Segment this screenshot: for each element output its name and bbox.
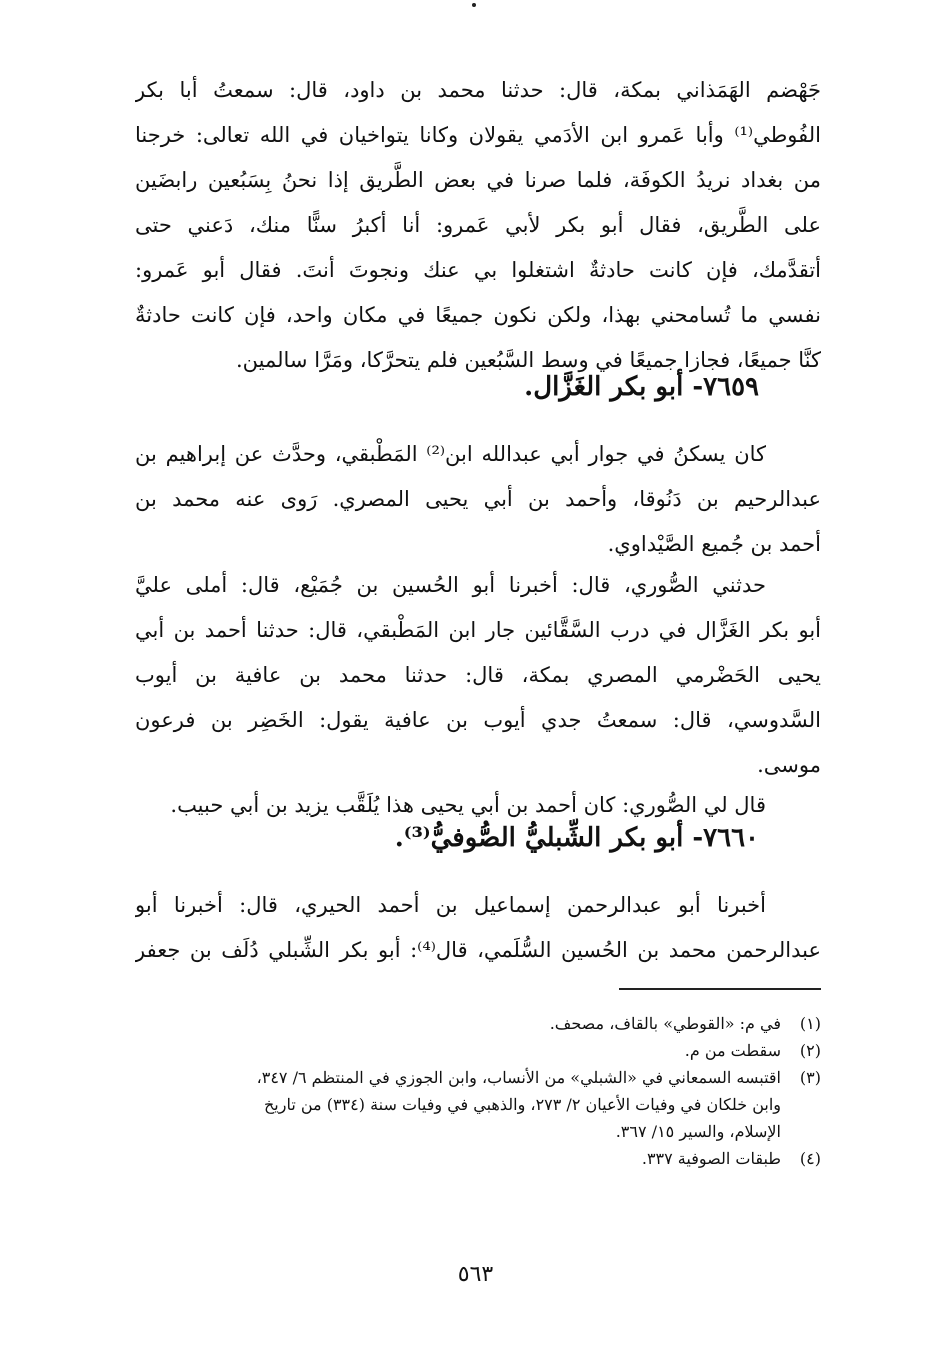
- text-line: يحيى الحَضْرمي المصري بمكة، قال: حدثنا محمد بن عافية بن أيوب: [135, 663, 821, 687]
- text-line: موسى.: [757, 753, 821, 777]
- entry-heading-7660: ٧٦٦٠- أبو بكر الشِّبليُّ الصُّوفيُّ⁽³⁾.: [394, 823, 759, 853]
- footnote-text: طبقات الصوفية ٣٣٧.: [641, 1149, 781, 1168]
- text-line: عبدالرحمن محمد بن الحُسين السُّلَمي، قال⁽⁴⁾: أبو بكر الشِّبلي دُلَف بن جعفر: [135, 938, 821, 962]
- paragraph-4: [135, 783, 821, 828]
- footnotes: [135, 1010, 821, 1172]
- text-line: على الطَّريق، فقال أبو بكر لأبي عَمرو: أنا أكبرُ سنًّا منك، دَعني حتى: [135, 213, 821, 237]
- text-line: الفُوطي⁽¹⁾ وأبا عَمرو ابن الأدَمي يقولان وكانا يتواخيان في الله تعالى: خرجنا: [135, 123, 821, 147]
- footnote-separator: [619, 988, 821, 990]
- footnote-text: الإسلام، والسير ١٥/ ٣٦٧.: [615, 1122, 781, 1141]
- footnote-4: [135, 1145, 821, 1172]
- text-line: كنَّا جميعًا، فجازا جميعًا في وسط السَّبُعين فلم يتحرَّكا، ومَرَّا سالمين.: [236, 348, 821, 372]
- text-line: أتقدَّمك، فإن كانت حادثةٌ اشتغلوا بي عنك ونجوتَ أنتَ. فقال أبو عَمرو:: [135, 258, 821, 282]
- text-line: نفسي ما تُسامحني بهذا، ولكن نكون جميعًا في مكان واحد، فإن كانت حادثةٌ: [135, 303, 821, 327]
- text-line: أحمد بن جُميع الصَّيْداوي.: [607, 532, 821, 556]
- footnote-2: [135, 1037, 821, 1064]
- text-line: كان يسكنُ في جوار أبي عبدالله ابن⁽²⁾ المَطْبقي، وحدَّث عن إبراهيم بن: [135, 442, 767, 466]
- text-line: جَهْضم الهَمَذاني بمكة، قال: حدثنا محمد بن داود، قال: سمعتُ أبا بكر: [135, 78, 821, 102]
- footnote-3: [135, 1064, 821, 1091]
- paragraph-5: [135, 883, 821, 973]
- paragraph-2: [135, 432, 821, 567]
- footnote-number: (٤): [799, 1149, 821, 1168]
- text-line: عبدالرحيم بن دَنُوقا، وأحمد بن أبي يحيى المصري. رَوى عنه محمد بن: [135, 487, 821, 511]
- footnote-text: في م: «القوطي» بالقاف، مصحف.: [549, 1014, 781, 1033]
- text-line: حدثني الصُّوري، قال: أخبرنا أبو الحُسين بن جُمَيْع، قال: أملى عليَّ: [135, 573, 766, 597]
- paragraph-3: [135, 563, 821, 788]
- footnote-1: [135, 1010, 821, 1037]
- footnote-text: وابن خلكان في وفيات الأعيان ٢/ ٢٧٣، والذهبي في وفيات سنة (٣٣٤) من تاريخ: [263, 1095, 781, 1114]
- paragraph-1: [135, 68, 821, 383]
- entry-heading-7659: ٧٦٥٩- أبو بكر الغَزَّال.: [524, 372, 759, 402]
- footnote-number: (٢): [799, 1041, 821, 1060]
- footnote-number: (٣): [799, 1068, 821, 1087]
- text-line: السَّدوسي، قال: سمعتُ جدي أيوب بن عافية يقول: الخَضِر بن فرعون: [135, 708, 821, 732]
- text-line: قال لي الصُّوري: كان أحمد بن أبي يحيى هذا يُلَقَّب يزيد بن أبي حبيب.: [170, 793, 766, 817]
- text-line: أخبرنا أبو عبدالرحمن إسماعيل بن أحمد الحيري، قال: أخبرنا أبو: [135, 893, 766, 917]
- footnote-text: اقتبسه السمعاني في «الشبلي» من الأنساب، وابن الجوزي في المنتظم ٦/ ٣٤٧،: [256, 1068, 781, 1087]
- text-line: أبو بكر الغَزَّال في درب السَّقَّائين جار ابن المَطْبقي، قال: حدثنا أحمد بن أبي: [135, 618, 821, 642]
- page-number: ٥٦٣: [457, 1262, 494, 1287]
- text-line: من بغداد نريدُ الكوفَة، فلما صرنا في بعض الطَّريق إذا نحنُ بِسَبُعين رابضَين: [135, 168, 821, 192]
- footnote-number: (١): [799, 1014, 821, 1033]
- top-center-mark: [472, 3, 476, 7]
- footnote-text: سقطت من م.: [684, 1041, 781, 1060]
